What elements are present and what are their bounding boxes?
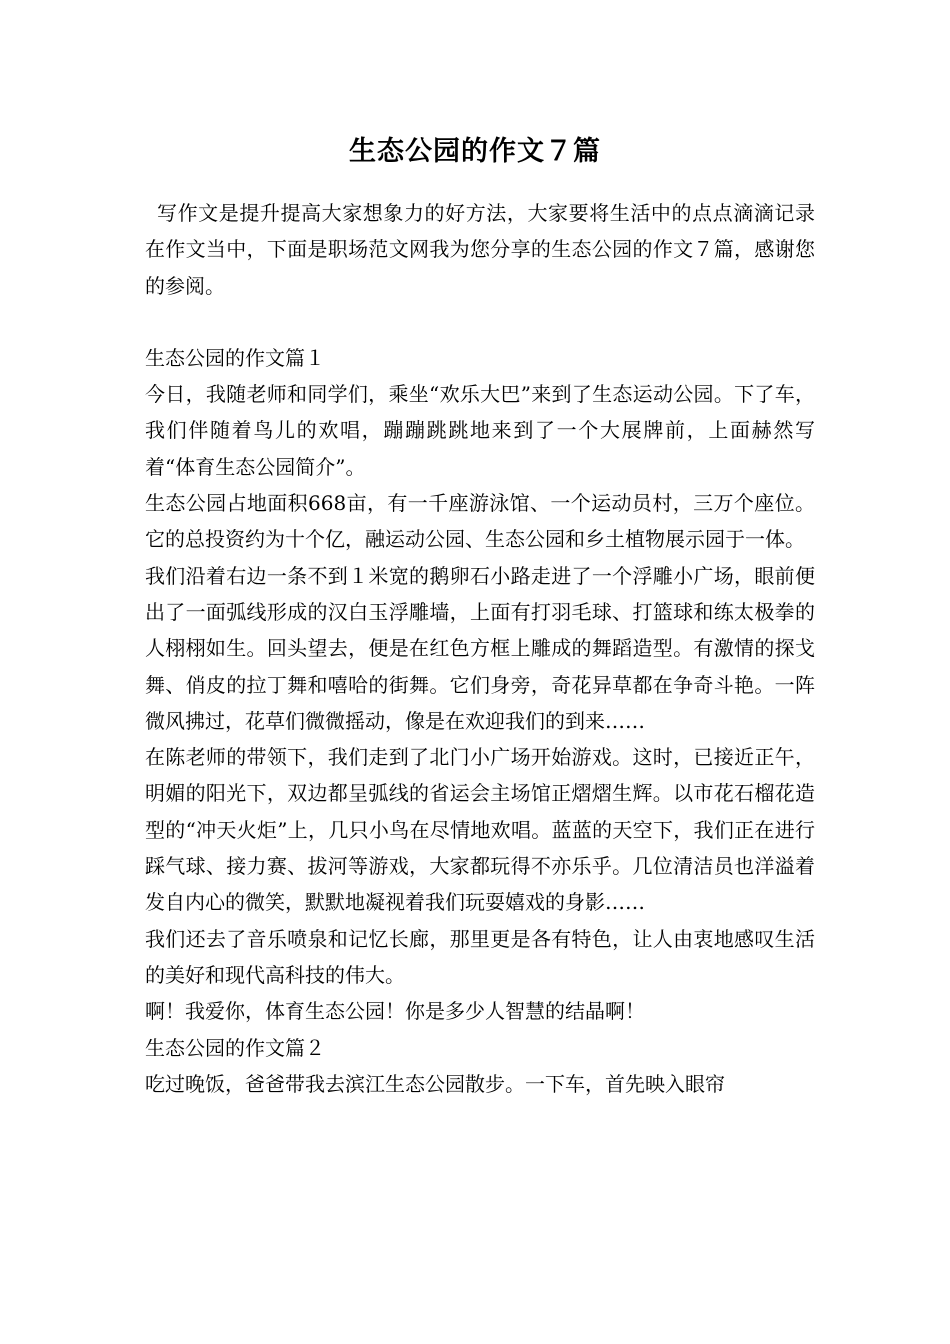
section1-paragraph: 今日，我随老师和同学们，乘坐“欢乐大巴”来到了生态运动公园。下了车，我们伴随着鸟儿的欢唱，蹦蹦跳跳地来到了一个大展牌前，上面赫然写着“体育生态公园简介”。 xyxy=(145,382,815,479)
section1-paragraph: 我们沿着右边一条不到１米宽的鹅卵石小路走进了一个浮雕小广场，眼前便出了一面弧线形成的汉白玉浮雕墙，上面有打羽毛球、打篮球和练太极拳的人栩栩如生。回头望去，便是在红色方框上雕成的舞蹈造型。有激情的探戈舞、俏皮的拉丁舞和嘻哈的街舞。它们身旁，奇花异草都在争奇斗艳。一阵微风拂过，花草们微微摇动，像是在欢迎我们的到来…… xyxy=(145,563,815,733)
document-body xyxy=(145,195,815,1102)
section-heading-2: 生态公园的作文篇２ xyxy=(145,1035,325,1060)
section2-paragraph: 吃过晚饭，爸爸带我去滨江生态公园散步。一下车，首先映入眼帘 xyxy=(145,1071,725,1096)
section1-paragraph: 啊！我爱你，体育生态公园！你是多少人智慧的结晶啊！ xyxy=(145,999,645,1024)
section-heading-1: 生态公园的作文篇１ xyxy=(145,345,325,370)
paragraph-gap xyxy=(145,304,815,340)
page-title: 生态公园的作文７篇 xyxy=(349,136,601,167)
section1-paragraph: 在陈老师的带领下，我们走到了北门小广场开始游戏。这时，已接近正午，明媚的阳光下，双边都呈弧线的省运会主场馆正熠熠生辉。以市花石榴花造型的“冲天火炬”上，几只小鸟在尽情地欢唱。蓝蓝的天空下，我们正在进行踩气球、接力赛、拔河等游戏，大家都玩得不亦乐乎。几位清洁员也洋溢着发自内心的微笑，默默地凝视着我们玩耍嬉戏的身影…… xyxy=(145,745,815,915)
section1-paragraph: 生态公园占地面积668亩，有一千座游泳馆、一个运动员村，三万个座位。它的总投资约为十个亿，融运动公园、生态公园和乡土植物展示园于一体。 xyxy=(145,491,815,552)
intro-paragraph: 写作文是提升提高大家想象力的好方法，大家要将生活中的点点滴滴记录在作文当中，下面是职场范文网我为您分享的生态公园的作文７篇，感谢您的参阅。 xyxy=(145,201,815,298)
section1-paragraph: 我们还去了音乐喷泉和记忆长廊，那里更是各有特色，让人由衷地感叹生活的美好和现代高科技的伟大。 xyxy=(145,926,815,987)
